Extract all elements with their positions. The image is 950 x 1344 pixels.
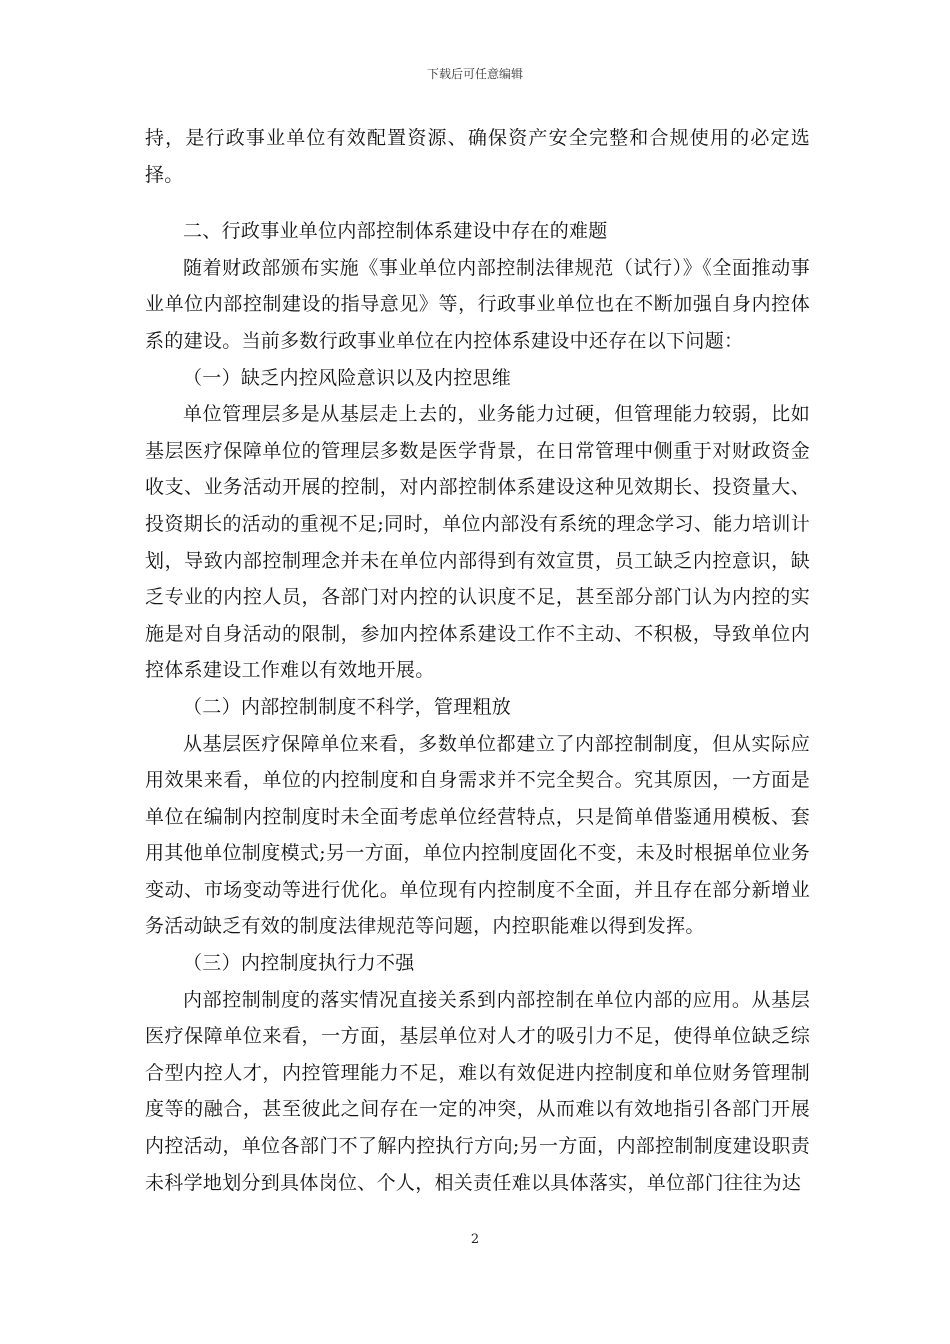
paragraph-continuation: 持，是行政事业单位有效配置资源、确保资产安全完整和合规使用的必定选择。 [145, 127, 810, 186]
paragraph-3: 内部控制制度的落实情况直接关系到内部控制在单位内部的应用。从基层医疗保障单位来看，一方面，基层单位对人才的吸引力不足，使得单位缺乏综合型内控人才，内控管理能力不足，难以有效促进内控制度和单位财务管理制度等的融合，甚至彼此之间存在一定的冲突，从而难以有效地指引各部门开展内控活动，单位各部门不了解内控执行方向;另一方面，内部控制制度建设职责未科学地划分到具体岗位、个人，相关责任难以具体落实，单位部门往往为达 [145, 988, 810, 1194]
paragraph-intro: 随着财政部颁布实施《事业单位内部控制法律规范（试行）》《全面推动事业单位内部控制建设的指导意见》等，行政事业单位也在不断加强自身内控体系的建设。当前多数行政事业单位在内控体系建设中还存在以下问题： [145, 256, 810, 352]
page-header: 下载后可任意编辑 [426, 67, 523, 81]
section-heading: 二、行政事业单位内部控制体系建设中存在的难题 [183, 220, 608, 243]
paragraph-1: 单位管理层多是从基层走上去的，业务能力过硬，但管理能力较弱，比如基层医疗保障单位的管理层多数是医学背景，在日常管理中侧重于对财政资金收支、业务活动开展的控制，对内部控制体系建设这种见效期长、投资量大、投资期长的活动的重视不足;同时，单位内部没有系统的理念学习、能力培训计划，导致内部控制理念并未在单位内部得到有效宣贯，员工缺乏内控意识，缺乏专业的内控人员，各部门对内控的认识度不足，甚至部分部门认为内控的实施是对自身活动的限制，参加内控体系建设工作不主动、不积极，导致单位内控体系建设工作难以有效地开展。 [145, 403, 810, 682]
subheading-1: （一）缺乏内控风险意识以及内控思维 [183, 366, 512, 389]
subheading-3: （三）内控制度执行力不强 [183, 952, 415, 975]
document-body [145, 120, 810, 1201]
paragraph-2: 从基层医疗保障单位来看，多数单位都建立了内部控制制度，但从实际应用效果来看，单位的内控制度和自身需求并不完全契合。究其原因，一方面是单位在编制内控制度时未全面考虑单位经营特点，只是简单借鉴通用模板、套用其他单位制度模式;另一方面，单位内控制度固化不变，未及时根据单位业务变动、市场变动等进行优化。单位现有内控制度不全面，并且存在部分新增业务活动缺乏有效的制度法律规范等问题，内控职能难以得到发挥。 [145, 732, 810, 938]
subheading-2: （二）内部控制制度不科学，管理粗放 [183, 695, 512, 718]
page-number: 2 [470, 1232, 480, 1247]
